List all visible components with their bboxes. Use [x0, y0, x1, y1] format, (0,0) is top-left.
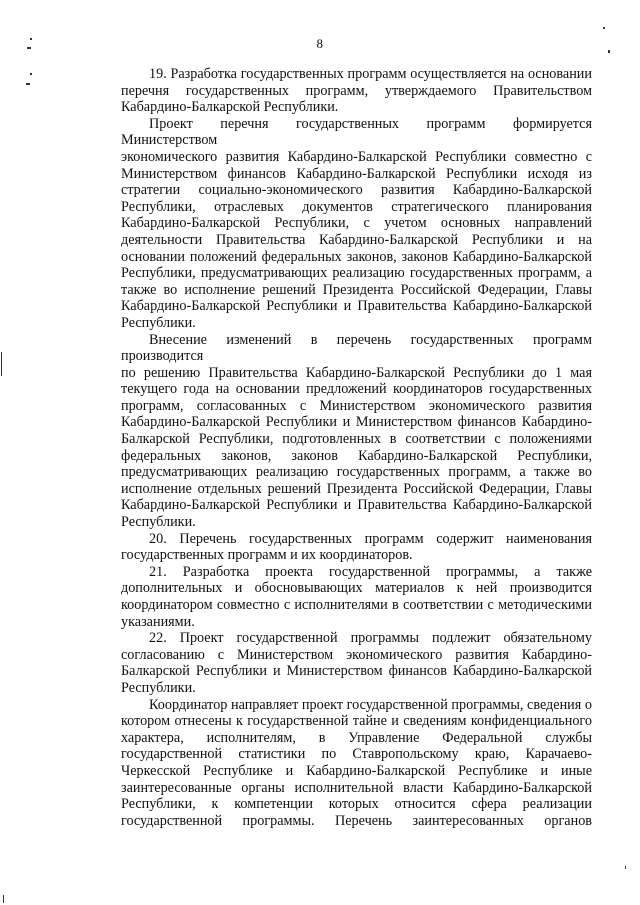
text-line: по решению Правительства Кабардино-Балкарской Республики до 1 мая: [121, 364, 592, 381]
text-line: перечня государственных программ, утверждаемого Правительством: [121, 82, 592, 99]
paragraph-21: [93, 564, 592, 630]
text-line: Кабардино-Балкарской Республики, с учетом основных направлений: [121, 215, 592, 232]
text-line: Республики.: [121, 314, 196, 331]
text-line: Республики, предусматривающих реализацию государственных программ, а: [121, 265, 592, 282]
text-line: 21. Разработка проекта государственной программы, а также: [149, 563, 592, 580]
text-line: Кабардино-Балкарской Республики и Правительства Кабардино-Балкарской: [121, 298, 592, 315]
scan-mark: [625, 866, 626, 869]
text-line: 20. Перечень государственных программ содержит наименования: [149, 530, 592, 547]
document-body: [93, 66, 592, 829]
text-line: государственной статистики по Ставропольскому краю, Карачаево-: [121, 746, 592, 763]
paragraph-19: [93, 66, 592, 116]
text-line: котором отнесены к государственной тайне и сведениям конфиденциального: [121, 713, 592, 730]
text-line: исполнение отдельных решений Президента Российской Федерации, Главы: [121, 480, 592, 497]
text-line: программ, согласованных с Министерством экономического развития: [121, 397, 592, 414]
text-line: деятельности Правительства Кабардино-Балкарской Республики и на: [121, 231, 592, 248]
text-line: дополнительных и обосновывающих материалов к ней производится: [121, 580, 592, 597]
scan-mark: [1, 352, 2, 376]
text-line: заинтересованные органы исполнительной власти Кабардино-Балкарской: [121, 779, 592, 796]
scan-mark: [3, 895, 4, 903]
text-line: государственной программы. Перечень заинтересованных органов: [121, 812, 592, 829]
text-line: Кабардино-Балкарской Республики и Правительства Кабардино-Балкарской: [121, 497, 592, 514]
text-line: 22. Проект государственной программы подлежит обязательному: [149, 630, 592, 647]
text-line: предусматривающих реализацию государственных программ, а также во: [121, 464, 592, 481]
text-line: Кабардино-Балкарской Республики.: [121, 99, 339, 116]
text-line: Республики, отраслевых документов стратегического планирования: [121, 198, 592, 215]
text-line: экономического развития Кабардино-Балкарской Республики совместно с: [121, 148, 592, 165]
text-line: текущего года на основании предложений координаторов государственных: [121, 381, 592, 398]
text-line: Республики.: [121, 679, 196, 696]
text-line: характера, исполнителям, в Управление Федеральной службы: [121, 729, 592, 746]
text-line: Координатор направляет проект государственной программы, сведения о: [149, 696, 592, 713]
paragraph-coordinator: [93, 697, 592, 830]
scan-mark: [30, 73, 32, 75]
text-line: 19. Разработка государственных программ осуществляется на основании: [149, 66, 592, 82]
text-line: Проект перечня государственных программ формируется Министерством: [121, 115, 592, 149]
paragraph-list-changes: [93, 332, 592, 531]
scan-mark: [603, 27, 605, 29]
scan-mark: [26, 83, 30, 85]
text-line: Черкесской Республике и Кабардино-Балкарской Республике и иные: [121, 762, 592, 779]
paragraph-22: [93, 630, 592, 696]
text-line: Республики, к компетенции которых относится сфера реализации: [121, 796, 592, 813]
paragraph-list-project: [93, 116, 592, 332]
text-line: указаниями.: [121, 613, 195, 630]
page-number: 8: [316, 36, 324, 51]
text-line: также во исполнение решений Президента Российской Федерации, Главы: [121, 281, 592, 298]
text-line: координатором совместно с исполнителями в соответствии с методическими: [121, 597, 592, 613]
text-line: федеральных законов, законов Кабардино-Балкарской Республики,: [121, 447, 592, 464]
text-line: Внесение изменений в перечень государственных программ производится: [121, 331, 592, 365]
text-line: Кабардино-Балкарской Республики и Министерством финансов Кабардино-: [121, 414, 592, 431]
text-line: основании положений федеральных законов, законов Кабардино-Балкарской: [121, 248, 592, 265]
text-line: государственных программ и их координаторов.: [121, 547, 413, 564]
text-line: Министерством финансов Кабардино-Балкарской Республики исходя из: [121, 165, 592, 182]
text-line: Балкарской Республики, подготовленных в соответствии с положениями: [121, 431, 592, 448]
text-line: согласованию с Министерством экономического развития Кабардино-: [121, 646, 592, 663]
text-line: Балкарской Республики и Министерством финансов Кабардино-Балкарской: [121, 663, 592, 680]
paragraph-20: [93, 531, 592, 564]
text-line: стратегии социально-экономического развития Кабардино-Балкарской: [121, 182, 592, 199]
text-line: Республики.: [121, 514, 196, 531]
